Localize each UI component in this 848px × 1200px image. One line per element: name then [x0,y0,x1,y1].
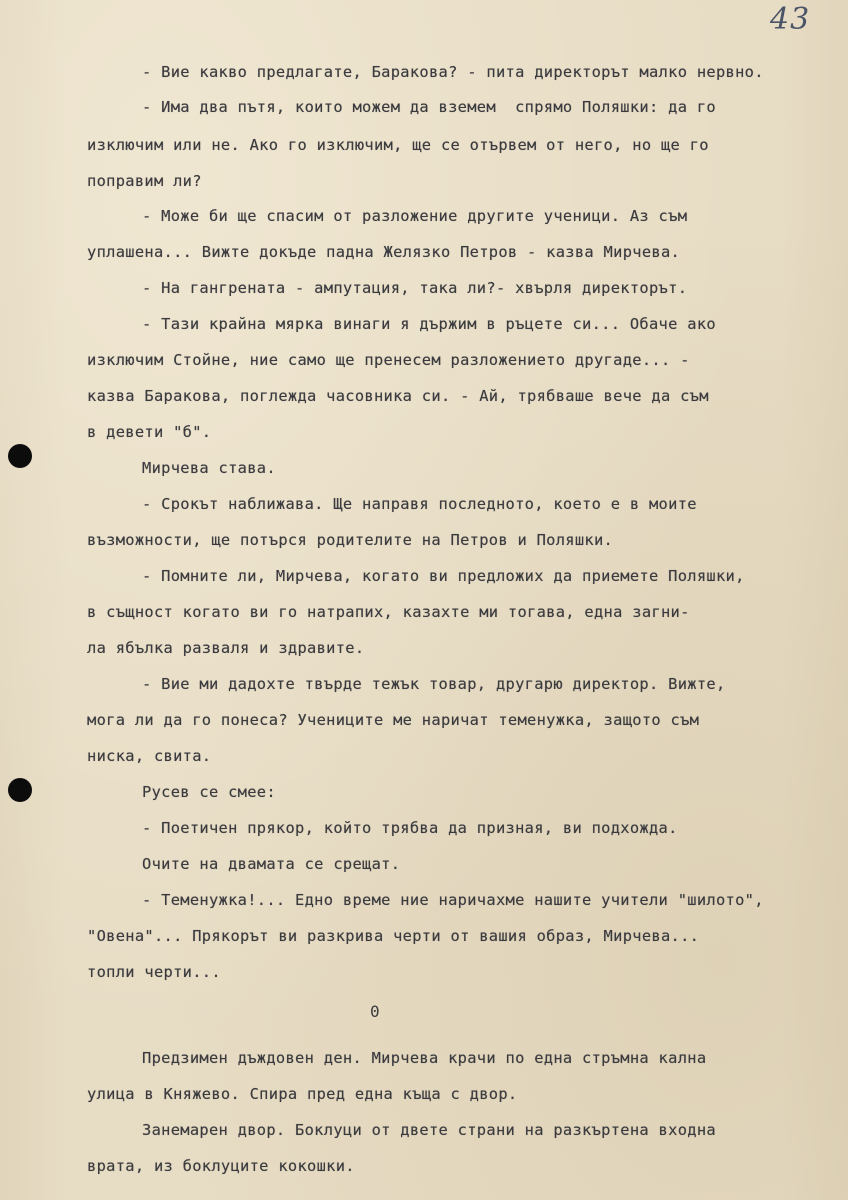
text-line: "Овена"... Прякорът ви разкрива черти от вашия образ, Мирчева... [87,927,700,945]
text-line: - На гангрената - ампутация, така ли?- хвърля директорът. [142,279,688,297]
text-line: - Тази крайна мярка винаги я държим в ръцете си... Обаче ако [142,315,716,333]
text-line: - Срокът наближава. Ще направя последното, което е в моите [142,495,697,513]
text-line: Предзимен дъждовен ден. Мирчева крачи по една стръмна кална [142,1049,707,1067]
text-line: Русев се смее: [142,783,276,801]
section-mark: 0 [370,1002,380,1021]
text-line: Занемарен двор. Боклуци от двете страни на разкъртена входна [142,1121,716,1139]
page-number: 43 [770,2,811,37]
text-line: - Има два пътя, които можем да вземем спрямо Поляшки: да го [142,98,716,116]
text-line: ниска, свита. [87,747,212,765]
text-line: - Поетичен прякор, който трябва да призная, ви подхожда. [142,819,678,837]
text-line: врата, из боклуците кокошки. [87,1157,355,1175]
text-line: - Може би ще спасим от разложение другите ученици. Аз съм [142,207,688,225]
text-line: - Вие ми дадохте твърде тежък товар, другарю директор. Вижте, [142,675,726,693]
text-line: уплашена... Вижте докъде падна Желязко Петров - казва Мирчева. [87,243,681,261]
text-line: - Помните ли, Мирчева, когато ви предложих да приемете Поляшки, [142,567,745,585]
text-line: Мирчева става. [142,459,276,477]
text-line: - Теменужка!... Едно време ние наричахме нашите учители "шилото", [142,891,764,909]
text-line: ла ябълка разваля и здравите. [87,639,365,657]
text-line: - Вие какво предлагате, Баракова? - пита директорът малко нервно. [142,63,764,81]
text-line: в същност когато ви го натрапих, казахте ми тогава, една загни- [87,603,690,621]
text-line: Очите на двамата се срещат. [142,855,401,873]
text-line: улица в Княжево. Спира пред една къща с двор. [87,1085,518,1103]
text-line: в девети "б". [87,423,212,441]
text-line: топли черти... [87,963,221,981]
text-line: казва Баракова, поглежда часовника си. - Ай, трябваше вече да съм [87,387,709,405]
text-line: изключим Стойне, ние само ще пренесем разложението другаде... - [87,351,690,369]
text-line: мога ли да го понеса? Учениците ме наричат теменужка, защото съм [87,711,700,729]
text-line: поправим ли? [87,172,202,190]
text-line: възможности, ще потърся родителите на Петров и Поляшки. [87,531,614,549]
text-line: изключим или не. Ако го изключим, ще се отървем от него, но ще го [87,136,709,154]
